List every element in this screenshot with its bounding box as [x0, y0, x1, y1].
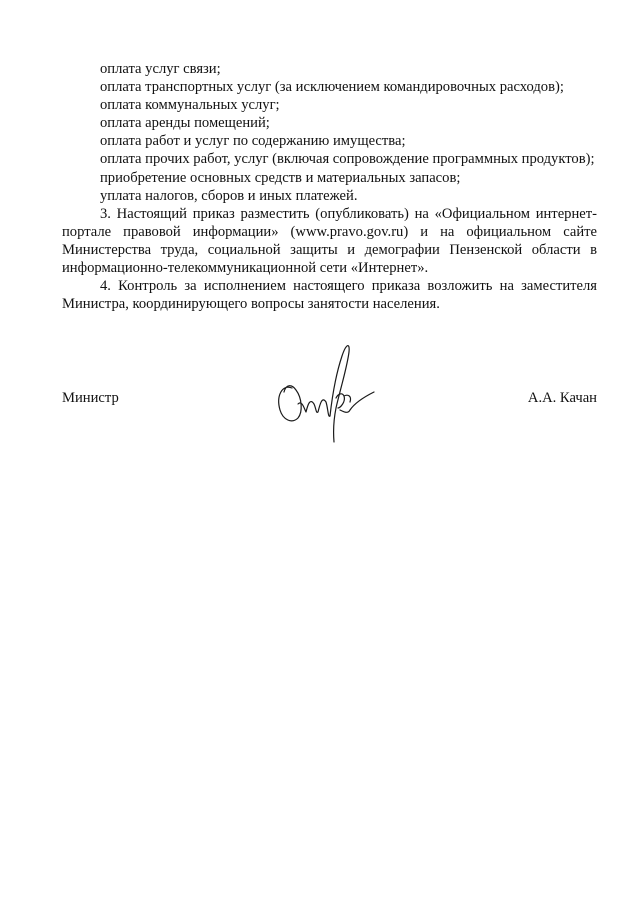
- document-body: [62, 60, 597, 313]
- list-item: оплата услуг связи;: [100, 61, 221, 77]
- list-item: оплата работ и услуг по содержанию имущества;: [100, 133, 406, 150]
- signatory-name: А.А. Качан: [527, 390, 597, 406]
- list-item: оплата транспортных услуг (за исключением командировочных расходов);: [100, 79, 564, 96]
- list-item: оплата прочих работ, услуг (включая сопровождение программных продуктов);: [100, 151, 595, 168]
- list-item: оплата аренды помещений;: [100, 115, 270, 132]
- clause-4-paragraph: 4. Контроль за исполнением настоящего приказа возложить на заместителя Министра, координирующего вопросы занятости населения.: [62, 278, 597, 313]
- list-item: оплата коммунальных услуг;: [100, 97, 280, 114]
- clause-3-paragraph: 3. Настоящий приказ разместить (опубликовать) на «Официальном интернет-портале правовой информации» (www.pravo.gov.ru) и на официальном сайте Министерства труда, социальной защиты и демографии Пензенской области в информационно-телекоммуникационной сети «Интернет».: [62, 205, 597, 277]
- handwritten-signature-icon: [270, 338, 385, 450]
- list-item: уплата налогов, сборов и иных платежей.: [100, 187, 358, 204]
- signatory-title: Министр: [62, 390, 119, 406]
- list-item: приобретение основных средств и материальных запасов;: [100, 169, 461, 186]
